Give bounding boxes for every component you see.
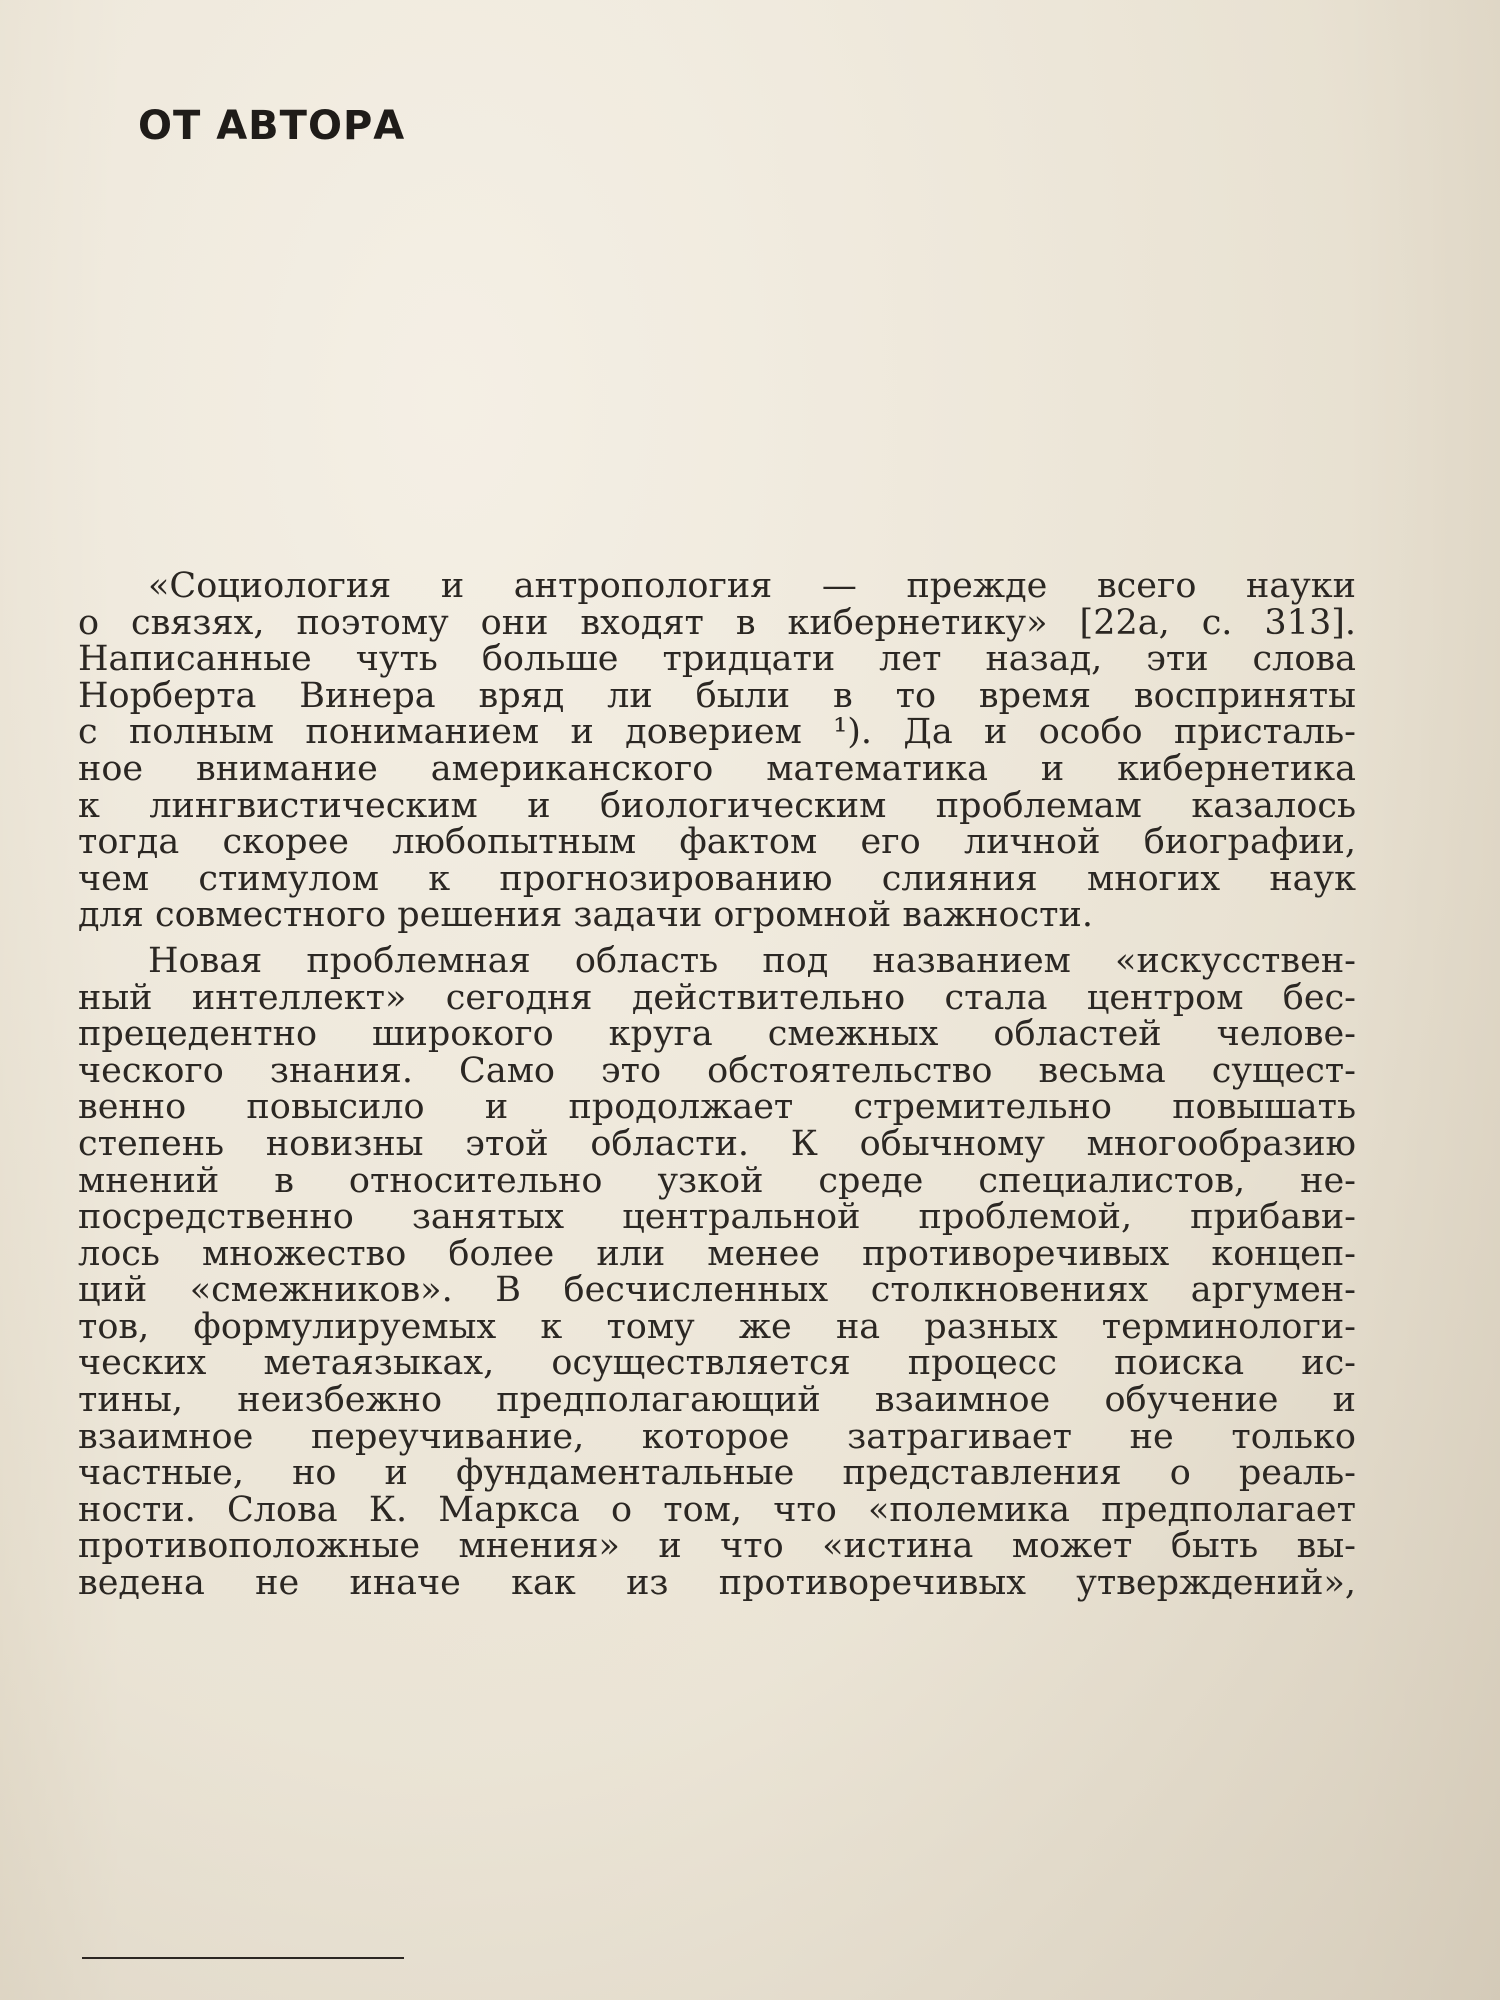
- text-line: частные, но и фундаментальные представления о реаль-: [78, 1453, 1356, 1494]
- text-line: к лингвистическим и биологическим проблемам казалось: [78, 785, 1356, 826]
- text-line: чем стимулом к прогнозированию слияния многих наук: [78, 858, 1356, 899]
- text-line: ведена не иначе как из противоречивых утверждений»,: [78, 1563, 1356, 1604]
- text-line: ное внимание американского математика и кибернетика: [78, 748, 1356, 789]
- text-line: противоположные мнения» и что «истина может быть вы-: [78, 1526, 1356, 1567]
- text-line: для совместного решения задачи огромной важности.: [78, 895, 1093, 936]
- text-line: о связях, поэтому они входят в кибернетику» [22а, с. 313].: [78, 602, 1356, 643]
- text-line: лось множество более или менее противоречивых концеп-: [78, 1233, 1356, 1274]
- text-line: с полным пониманием и доверием ¹). Да и особо присталь-: [78, 712, 1356, 753]
- paragraph-1: [78, 568, 1356, 934]
- paragraph-2: [78, 940, 1356, 1604]
- text-line: ности. Слова К. Маркса о том, что «полемика предполагает: [78, 1489, 1356, 1530]
- text-line: «Социология и антропология — прежде всего науки: [148, 566, 1356, 606]
- text-line: тогда скорее любопытным фактом его личной биографии,: [78, 822, 1356, 863]
- text-line: Норберта Винера вряд ли были в то время восприняты: [78, 675, 1356, 716]
- footnote-divider: [82, 1957, 404, 1959]
- section-heading: ОТ АВТОРА: [138, 103, 406, 149]
- text-line: Новая проблемная область под названием «искусствен-: [148, 940, 1356, 981]
- text-line: ческого знания. Само это обстоятельство весьма сущест-: [78, 1050, 1356, 1091]
- text-line: ный интеллект» сегодня действительно стала центром бес-: [78, 977, 1356, 1018]
- text-line: ций «смежников». В бесчисленных столкновениях аргумен-: [78, 1270, 1356, 1311]
- text-line: тины, неизбежно предполагающий взаимное обучение и: [78, 1380, 1356, 1421]
- text-line: степень новизны этой области. К обычному многообразию: [78, 1123, 1356, 1164]
- text-line: венно повысило и продолжает стремительно повышать: [78, 1087, 1356, 1128]
- body-text: [78, 568, 1356, 1602]
- text-line: взаимное переучивание, которое затрагивает не только: [78, 1416, 1356, 1457]
- text-line: мнений в относительно узкой среде специалистов, не-: [78, 1160, 1356, 1201]
- text-line: прецедентно широкого круга смежных областей челове-: [78, 1014, 1356, 1055]
- text-line: ческих метаязыках, осуществляется процесс поиска ис-: [78, 1343, 1356, 1384]
- text-line: посредственно занятых центральной проблемой, прибави-: [78, 1197, 1356, 1238]
- text-line: Написанные чуть больше тридцати лет назад, эти слова: [78, 639, 1356, 680]
- text-line: тов, формулируемых к тому же на разных терминологи-: [78, 1306, 1356, 1347]
